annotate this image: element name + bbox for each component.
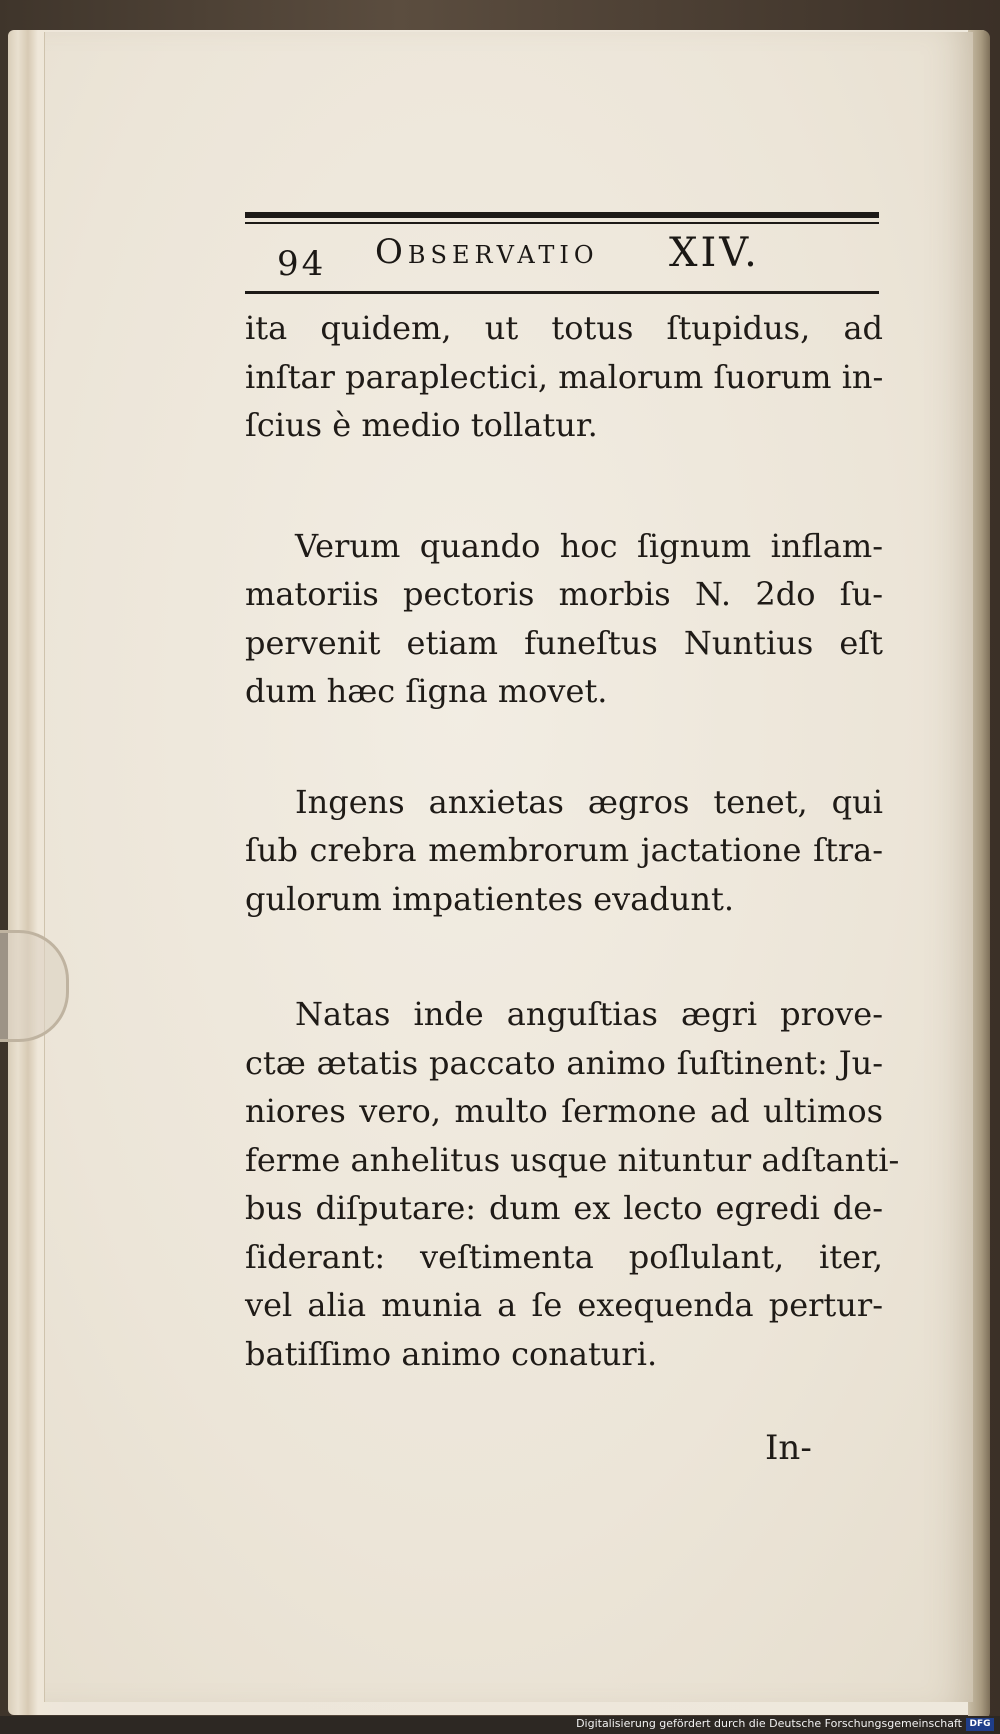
paragraph — [245, 990, 900, 1378]
text-line: gulorum impatientes evadunt. — [245, 879, 735, 918]
text-line: Natas inde anguſtias ægri prove- — [295, 995, 883, 1033]
paragraph — [245, 304, 883, 450]
page-number: 94 — [277, 244, 327, 284]
text-line: Verum quando hoc ſignum inflam- — [295, 526, 883, 565]
text-line: niores vero, multo ſermone ad ultimos — [245, 1092, 883, 1130]
running-head-title: Observatio — [375, 232, 599, 272]
text-line: inſtar paraplectici, malorum ſuorum in- — [245, 357, 884, 396]
text-line: Ingens anxietas ægros tenet, qui — [295, 782, 883, 821]
running-head-numeral: XIV. — [669, 230, 760, 276]
header-rule-bottom — [245, 291, 879, 294]
paragraph — [245, 522, 883, 716]
dfg-logo-icon: DFG — [966, 1718, 994, 1731]
header-rule-top-thin — [245, 222, 879, 224]
text-line: dum hæc ſigna movet. — [245, 672, 608, 710]
text-line: ctæ ætatis paccato animo ſuſtinent: Ju- — [245, 1043, 883, 1082]
catchword: In- — [765, 1428, 812, 1468]
text-line: ſcius è medio tollatur. — [245, 406, 598, 444]
body-text — [245, 300, 900, 1378]
text-line: vel alia munia a ſe exequenda pertur- — [245, 1286, 883, 1324]
text-line: bus diſputare: dum ex lecto egredi de- — [245, 1189, 883, 1227]
text-line: ſiderant: veſtimenta poſlulant, iter, — [245, 1237, 883, 1276]
text-line: batiſſimo animo conaturi. — [245, 1334, 658, 1373]
text-line: ferme anhelitus usque nituntur adſtanti- — [245, 1140, 900, 1179]
text-line: ita quidem, ut totus ſtupidus, ad — [245, 309, 883, 347]
text-line: pervenit etiam funeſtus Nuntius eſt — [245, 623, 883, 662]
header-rule-top — [245, 212, 879, 218]
running-head — [277, 232, 877, 288]
text-line: ſub crebra membrorum jactatione ſtra- — [245, 831, 883, 869]
text-line: matoriis pectoris morbis N. 2do ſu- — [245, 575, 883, 613]
funding-notice: Digitalisierung gefördert durch die Deutsche Forschungsgemeinschaft — [576, 1717, 962, 1730]
paragraph — [245, 778, 883, 924]
